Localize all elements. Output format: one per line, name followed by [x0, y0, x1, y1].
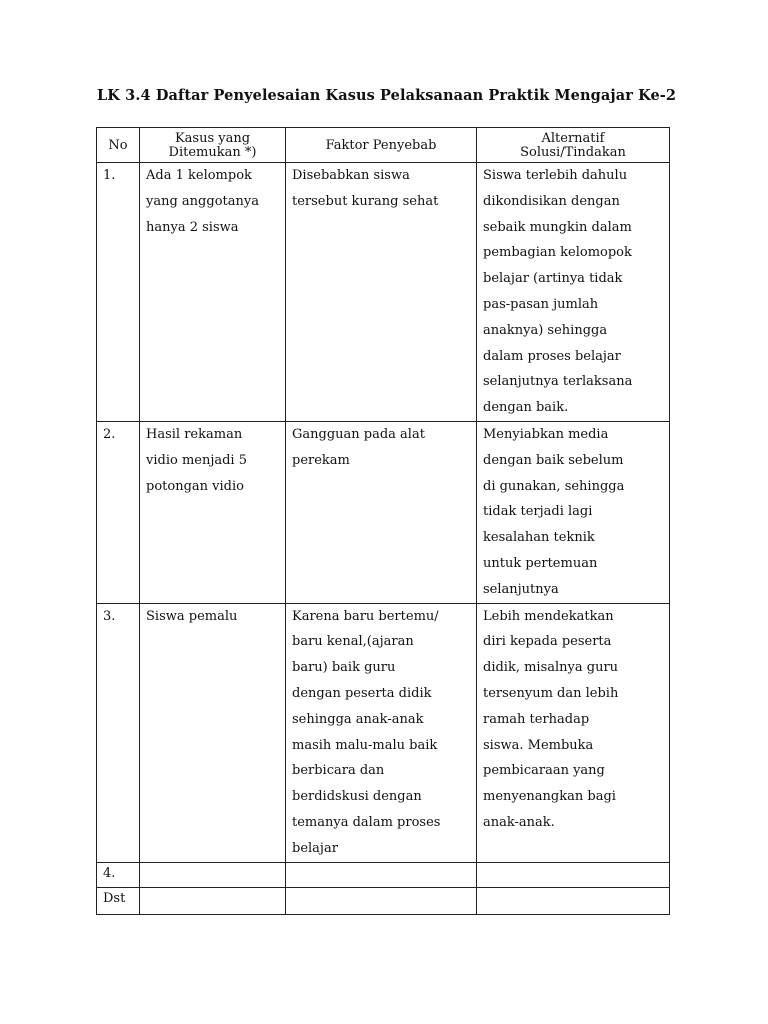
cell-kasus [140, 862, 286, 887]
document-title: LK 3.4 Daftar Penyelesaian Kasus Pelaksanaan Praktik Mengajar Ke-2 [97, 87, 677, 104]
cell-solusi [477, 862, 670, 887]
cell-faktor [286, 887, 477, 914]
cell-faktor: Gangguan pada alat perekam [286, 421, 477, 603]
cell-kasus: Siswa pemalu [140, 603, 286, 862]
header-no: No [97, 128, 140, 163]
cell-no: 1. [97, 163, 140, 422]
cell-faktor: Disebabkan siswa tersebut kurang sehat [286, 163, 477, 422]
table-row [97, 887, 670, 914]
cell-solusi: Siswa terlebih dahulu dikondisikan dengan sebaik mungkin dalam pembagian kelomopok belajar (artinya tidak pas-pasan jumlah anaknya) sehingga dalam proses belajar selanjutnya terlaksana dengan baik. [477, 163, 670, 422]
header-kasus: Kasus yang Ditemukan *) [140, 128, 286, 163]
case-resolution-table [96, 127, 670, 915]
table-header-row [97, 128, 670, 163]
cell-solusi: Lebih mendekatkan diri kepada peserta didik, misalnya guru tersenyum dan lebih ramah terhadap siswa. Membuka pembicaraan yang menyenangkan bagi anak-anak. [477, 603, 670, 862]
table-row [97, 163, 670, 422]
cell-solusi: Menyiabkan media dengan baik sebelum di gunakan, sehingga tidak terjadi lagi kesalahan teknik untuk pertemuan selanjutnya [477, 421, 670, 603]
cell-no: 4. [97, 862, 140, 887]
table-row [97, 862, 670, 887]
cell-faktor: Karena baru bertemu/ baru kenal,(ajaran baru) baik guru dengan peserta didik sehingga anak-anak masih malu-malu baik berbicara dan berdidskusi dengan temanya dalam proses belajar [286, 603, 477, 862]
table-row [97, 421, 670, 603]
header-faktor: Faktor Penyebab [286, 128, 477, 163]
cell-kasus: Ada 1 kelompok yang anggotanya hanya 2 siswa [140, 163, 286, 422]
cell-faktor [286, 862, 477, 887]
table-row [97, 603, 670, 862]
cell-kasus [140, 887, 286, 914]
cell-no: 2. [97, 421, 140, 603]
header-solusi: Alternatif Solusi/Tindakan [477, 128, 670, 163]
cell-solusi [477, 887, 670, 914]
cell-no: Dst [97, 887, 140, 914]
cell-no: 3. [97, 603, 140, 862]
cell-kasus: Hasil rekaman vidio menjadi 5 potongan vidio [140, 421, 286, 603]
